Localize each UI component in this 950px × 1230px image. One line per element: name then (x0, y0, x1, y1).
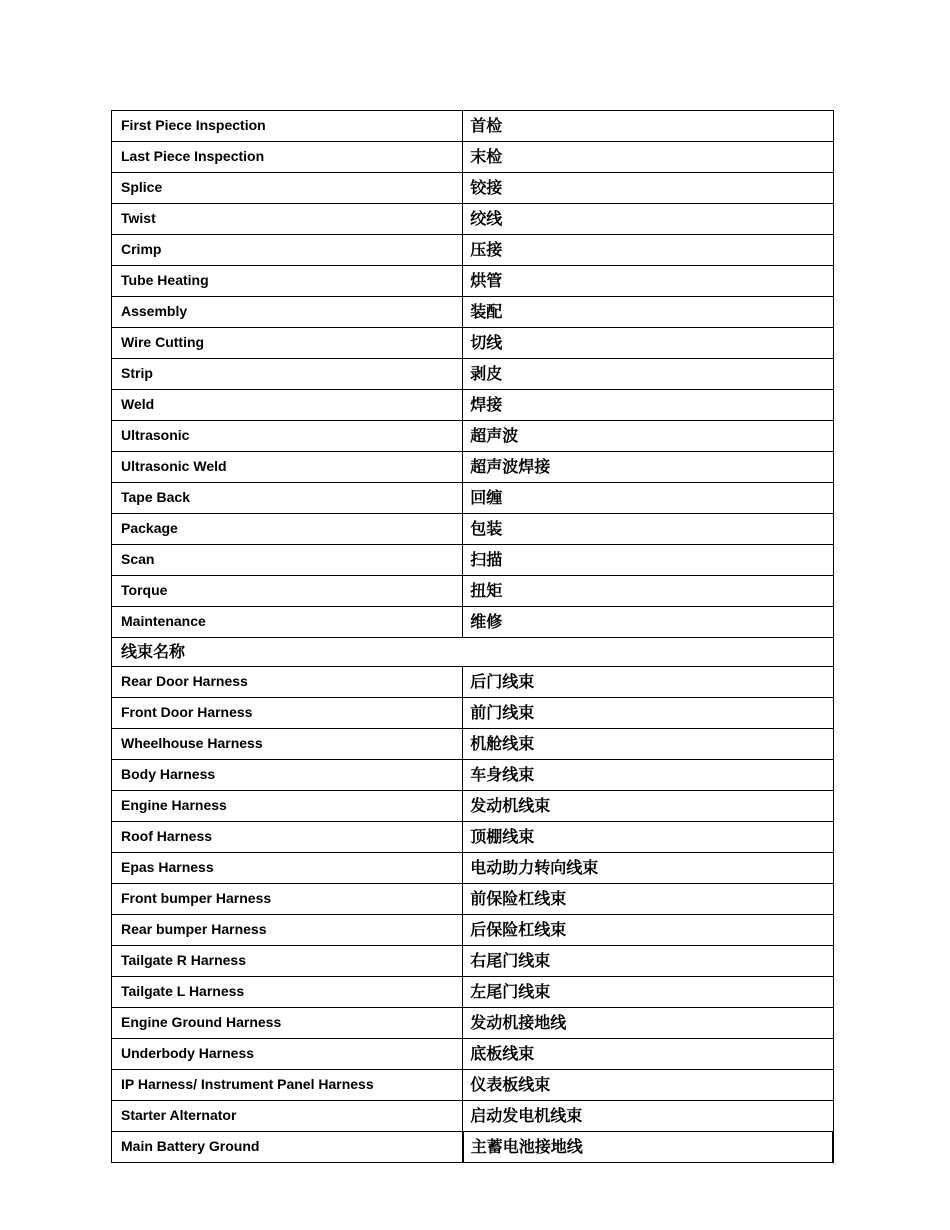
chinese-term-cell: 末检 (463, 142, 833, 173)
term-row (112, 1101, 834, 1132)
english-term-cell: Epas Harness (112, 853, 463, 884)
term-row (112, 667, 834, 698)
term-row (112, 576, 834, 607)
term-row (112, 111, 834, 142)
term-row (112, 729, 834, 760)
chinese-term-cell: 前门线束 (463, 698, 833, 729)
term-row (112, 853, 834, 884)
chinese-term-cell: 启动发电机线束 (463, 1101, 833, 1132)
chinese-term-cell: 底板线束 (463, 1039, 833, 1070)
chinese-term-cell: 超声波焊接 (463, 452, 833, 483)
chinese-term-cell: 机舱线束 (463, 729, 833, 760)
english-term-cell: IP Harness/ Instrument Panel Harness (112, 1070, 463, 1101)
chinese-term-cell: 切线 (463, 328, 833, 359)
chinese-term-cell: 仪表板线束 (463, 1070, 833, 1101)
term-row (112, 545, 834, 576)
term-row (112, 514, 834, 545)
term-row (112, 483, 834, 514)
english-term-cell: Wheelhouse Harness (112, 729, 463, 760)
term-row (112, 328, 834, 359)
chinese-term-cell: 前保险杠线束 (463, 884, 833, 915)
english-term-cell: Tailgate L Harness (112, 977, 463, 1008)
chinese-term-cell: 压接 (463, 235, 833, 266)
chinese-term-cell: 绞线 (463, 204, 833, 235)
section-header-row (112, 638, 834, 667)
term-row (112, 173, 834, 204)
english-term-cell: Weld (112, 390, 463, 421)
english-term-cell: Underbody Harness (112, 1039, 463, 1070)
english-term-cell: Crimp (112, 235, 463, 266)
term-row (112, 390, 834, 421)
english-term-cell: Tape Back (112, 483, 463, 514)
chinese-term-cell: 左尾门线束 (463, 977, 833, 1008)
english-term-cell: Tailgate R Harness (112, 946, 463, 977)
term-row (112, 791, 834, 822)
term-row (112, 235, 834, 266)
term-row (112, 297, 834, 328)
chinese-term-cell: 右尾门线束 (463, 946, 833, 977)
term-row (112, 884, 834, 915)
term-row (112, 760, 834, 791)
english-term-cell: Ultrasonic (112, 421, 463, 452)
term-row (112, 822, 834, 853)
english-term-cell: Rear Door Harness (112, 667, 463, 698)
english-term-cell: Rear bumper Harness (112, 915, 463, 946)
glossary-table-body (112, 111, 834, 1163)
chinese-term-cell: 扫描 (463, 545, 833, 576)
chinese-term-cell: 电动助力转向线束 (463, 853, 833, 884)
chinese-term-cell: 扭矩 (463, 576, 833, 607)
term-row (112, 142, 834, 173)
chinese-term-cell: 首检 (463, 111, 833, 142)
term-row (112, 1039, 834, 1070)
term-row (112, 607, 834, 638)
term-row (112, 1008, 834, 1039)
term-row (112, 452, 834, 483)
english-term-cell: Engine Harness (112, 791, 463, 822)
term-row (112, 359, 834, 390)
term-row (112, 946, 834, 977)
chinese-term-cell: 维修 (463, 607, 833, 638)
english-term-cell: Assembly (112, 297, 463, 328)
english-term-cell: Maintenance (112, 607, 463, 638)
chinese-term-cell: 车身线束 (463, 760, 833, 791)
english-term-cell: Scan (112, 545, 463, 576)
english-term-cell: Body Harness (112, 760, 463, 791)
term-row (112, 698, 834, 729)
harness-section-title: 线束名称 (112, 638, 834, 667)
chinese-term-cell: 顶棚线束 (463, 822, 833, 853)
english-term-cell: Ultrasonic Weld (112, 452, 463, 483)
chinese-term-cell: 装配 (463, 297, 833, 328)
term-row (112, 915, 834, 946)
chinese-term-cell: 焊接 (463, 390, 833, 421)
chinese-term-cell: 超声波 (463, 421, 833, 452)
term-row (112, 977, 834, 1008)
english-term-cell: Front Door Harness (112, 698, 463, 729)
term-row (112, 421, 834, 452)
english-term-cell: Twist (112, 204, 463, 235)
english-term-cell: Main Battery Ground (112, 1132, 463, 1163)
english-term-cell: Tube Heating (112, 266, 463, 297)
chinese-term-cell: 铰接 (463, 173, 833, 204)
english-term-cell: Wire Cutting (112, 328, 463, 359)
english-term-cell: Torque (112, 576, 463, 607)
english-term-cell: Engine Ground Harness (112, 1008, 463, 1039)
english-term-cell: Last Piece Inspection (112, 142, 463, 173)
glossary-table (111, 110, 834, 1163)
term-row (112, 1132, 834, 1163)
english-term-cell: Splice (112, 173, 463, 204)
chinese-term-cell: 主蓄电池接地线 (463, 1132, 833, 1163)
english-term-cell: Starter Alternator (112, 1101, 463, 1132)
term-row (112, 1070, 834, 1101)
chinese-term-cell: 包装 (463, 514, 833, 545)
english-term-cell: Front bumper Harness (112, 884, 463, 915)
english-term-cell: First Piece Inspection (112, 111, 463, 142)
chinese-term-cell: 剥皮 (463, 359, 833, 390)
chinese-term-cell: 后门线束 (463, 667, 833, 698)
chinese-term-cell: 烘管 (463, 266, 833, 297)
english-term-cell: Strip (112, 359, 463, 390)
chinese-term-cell: 回缠 (463, 483, 833, 514)
chinese-term-cell: 发动机线束 (463, 791, 833, 822)
chinese-term-cell: 发动机接地线 (463, 1008, 833, 1039)
english-term-cell: Package (112, 514, 463, 545)
term-row (112, 204, 834, 235)
chinese-term-cell: 后保险杠线束 (463, 915, 833, 946)
english-term-cell: Roof Harness (112, 822, 463, 853)
term-row (112, 266, 834, 297)
